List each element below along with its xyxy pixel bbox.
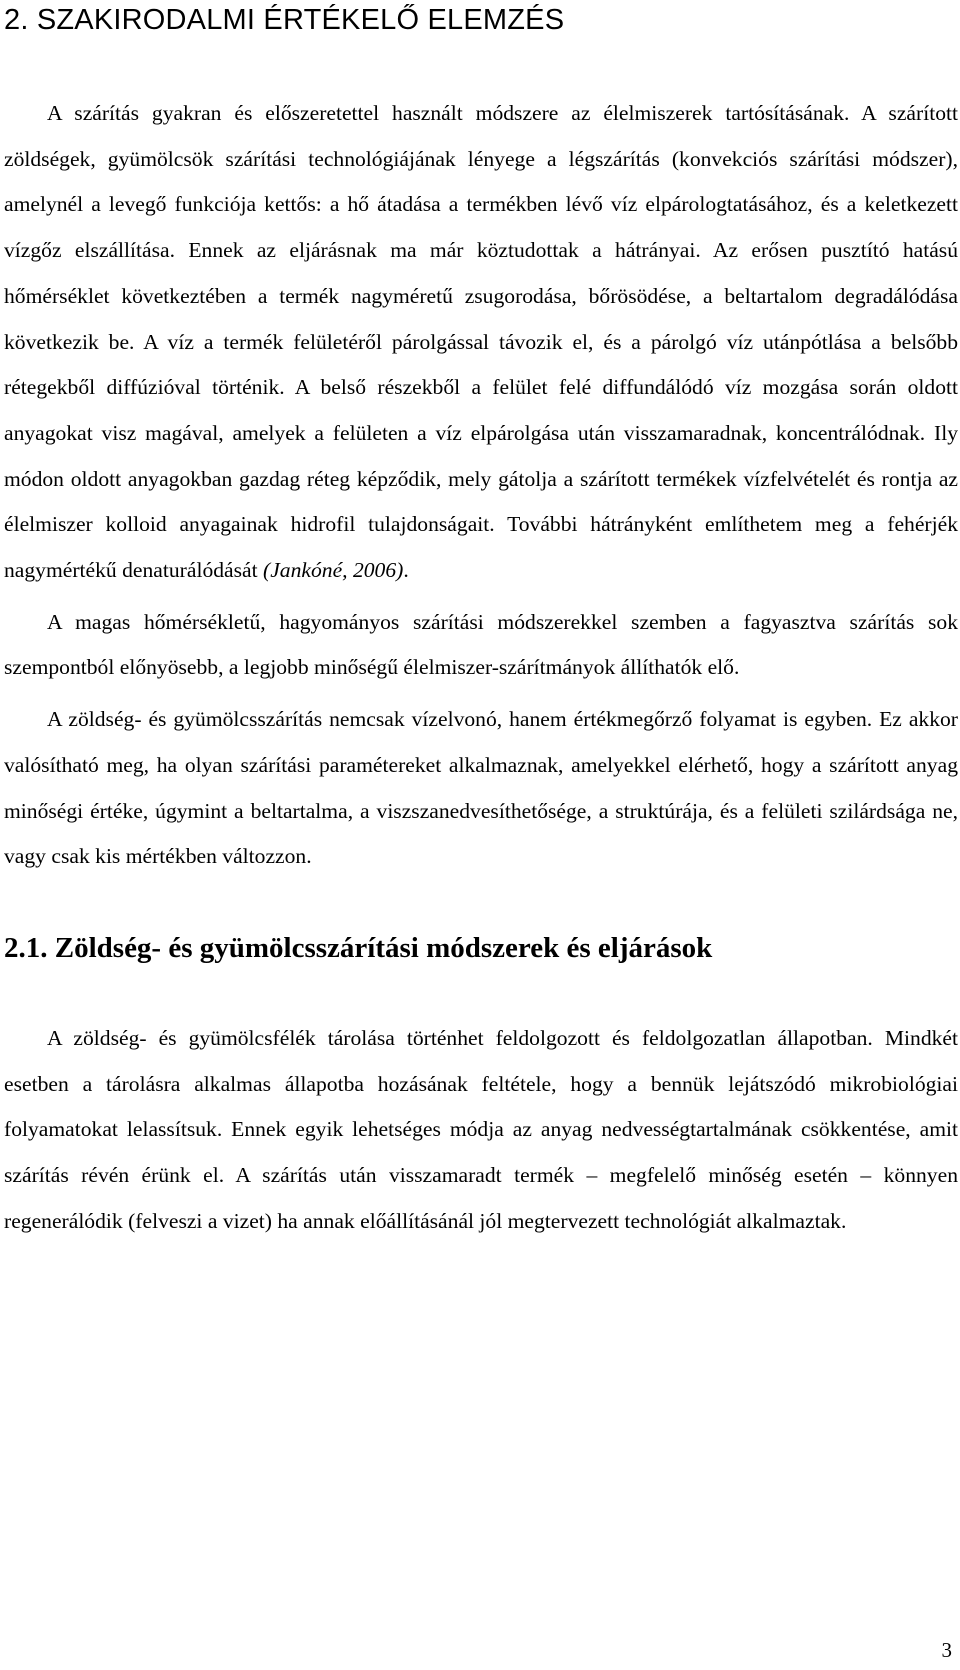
section-heading: 2.1. Zöldség- és gyümölcsszárítási módszerek és eljárások <box>4 931 713 964</box>
chapter-heading: 2. SZAKIRODALMI ÉRTÉKELŐ ELEMZÉS <box>4 4 565 36</box>
sentence-end: . <box>403 558 409 583</box>
paragraph-freeze-drying: A magas hőmérsékletű, hagyományos szárítási módszerekkel szemben a fagyasztva szárítás sok szempontból előnyösebb, a legjobb minőségű élelmiszer-szárítmányok állíthatók elő. <box>4 609 958 680</box>
page-number: 3 <box>941 1638 952 1662</box>
paragraph-value-preserving: A zöldség- és gyümölcsszárítás nemcsak vízelvonó, hanem értékmegőrző folyamat is egyben. Ez akkor valósítható meg, ha olyan szárítási paramétereket alkalmaznak, amelyekkel elérhető, hogy a szárított anyag minőségi értéke, úgymint a beltartalma, a viszszanedvesíthetősége, a struktúrája, és a felületi szilárdsága ne, vagy csak kis mértékben változzon. <box>4 707 958 869</box>
document-page <box>4 0 958 1244</box>
paragraph-drying-overview <box>4 91 958 594</box>
paragraph-storage: A zöldség- és gyümölcsfélék tárolása történhet feldolgozott és feldolgozatlan állapotban. Mindkét esetben a tárolásra alkalmas állapotba hozásának feltétele, hogy a bennük lejátszódó mikrobiológiai folyamatokat lelassítsuk. Ennek egyik lehetséges módja az anyag nedvességtartalmának csökkentése, amit szárítás révén érünk el. A szárítás után visszamaradt termék – megfelelő minőség esetén – könnyen regenerálódik (felveszi a vizet) ha annak előállításánál jól megtervezett technológiát alkalmaztak. <box>4 1025 958 1233</box>
paragraph-text: A szárítás gyakran és előszeretettel használt módszere az élelmiszerek tartósításának. A szárított zöldségek, gyümölcsök szárítási technológiájának lényege a légszárítás (konvekciós szárítási módszer), amelynél a levegő funkciója kettős: a hő átadása a termékben lévő víz elpárologtatásához, és a keletkezett vízgőz elszállítása. Ennek az eljárásnak ma már köztudottak a hátrányai. Az erősen pusztító hatású hőmérséklet következtében a termék nagyméretű zsugorodása, bőrösödése, a beltartalom degradálódása következik be. A víz a termék felületéről párolgással távozik el, és a párolgó víz utánpótlása a belsőbb rétegekből diffúzióval történik. A belső részekből a felület felé diffundálódó víz mozgása során oldott anyagokat visz magával, amelyek a felületen a víz elpárolgása után visszamaradnak, koncentrálódnak. Ily módon oldott anyagokban gazdag réteg képződik, mely gátolja a szárított termékek vízfelvételét és rontja az élelmiszer kolloid anyagainak hidrofil tulajdonságait. További hátrányként említhetem meg a fehérjék nagymértékű denaturálódását <box>4 101 958 583</box>
citation: (Jankóné, 2006) <box>263 558 404 583</box>
